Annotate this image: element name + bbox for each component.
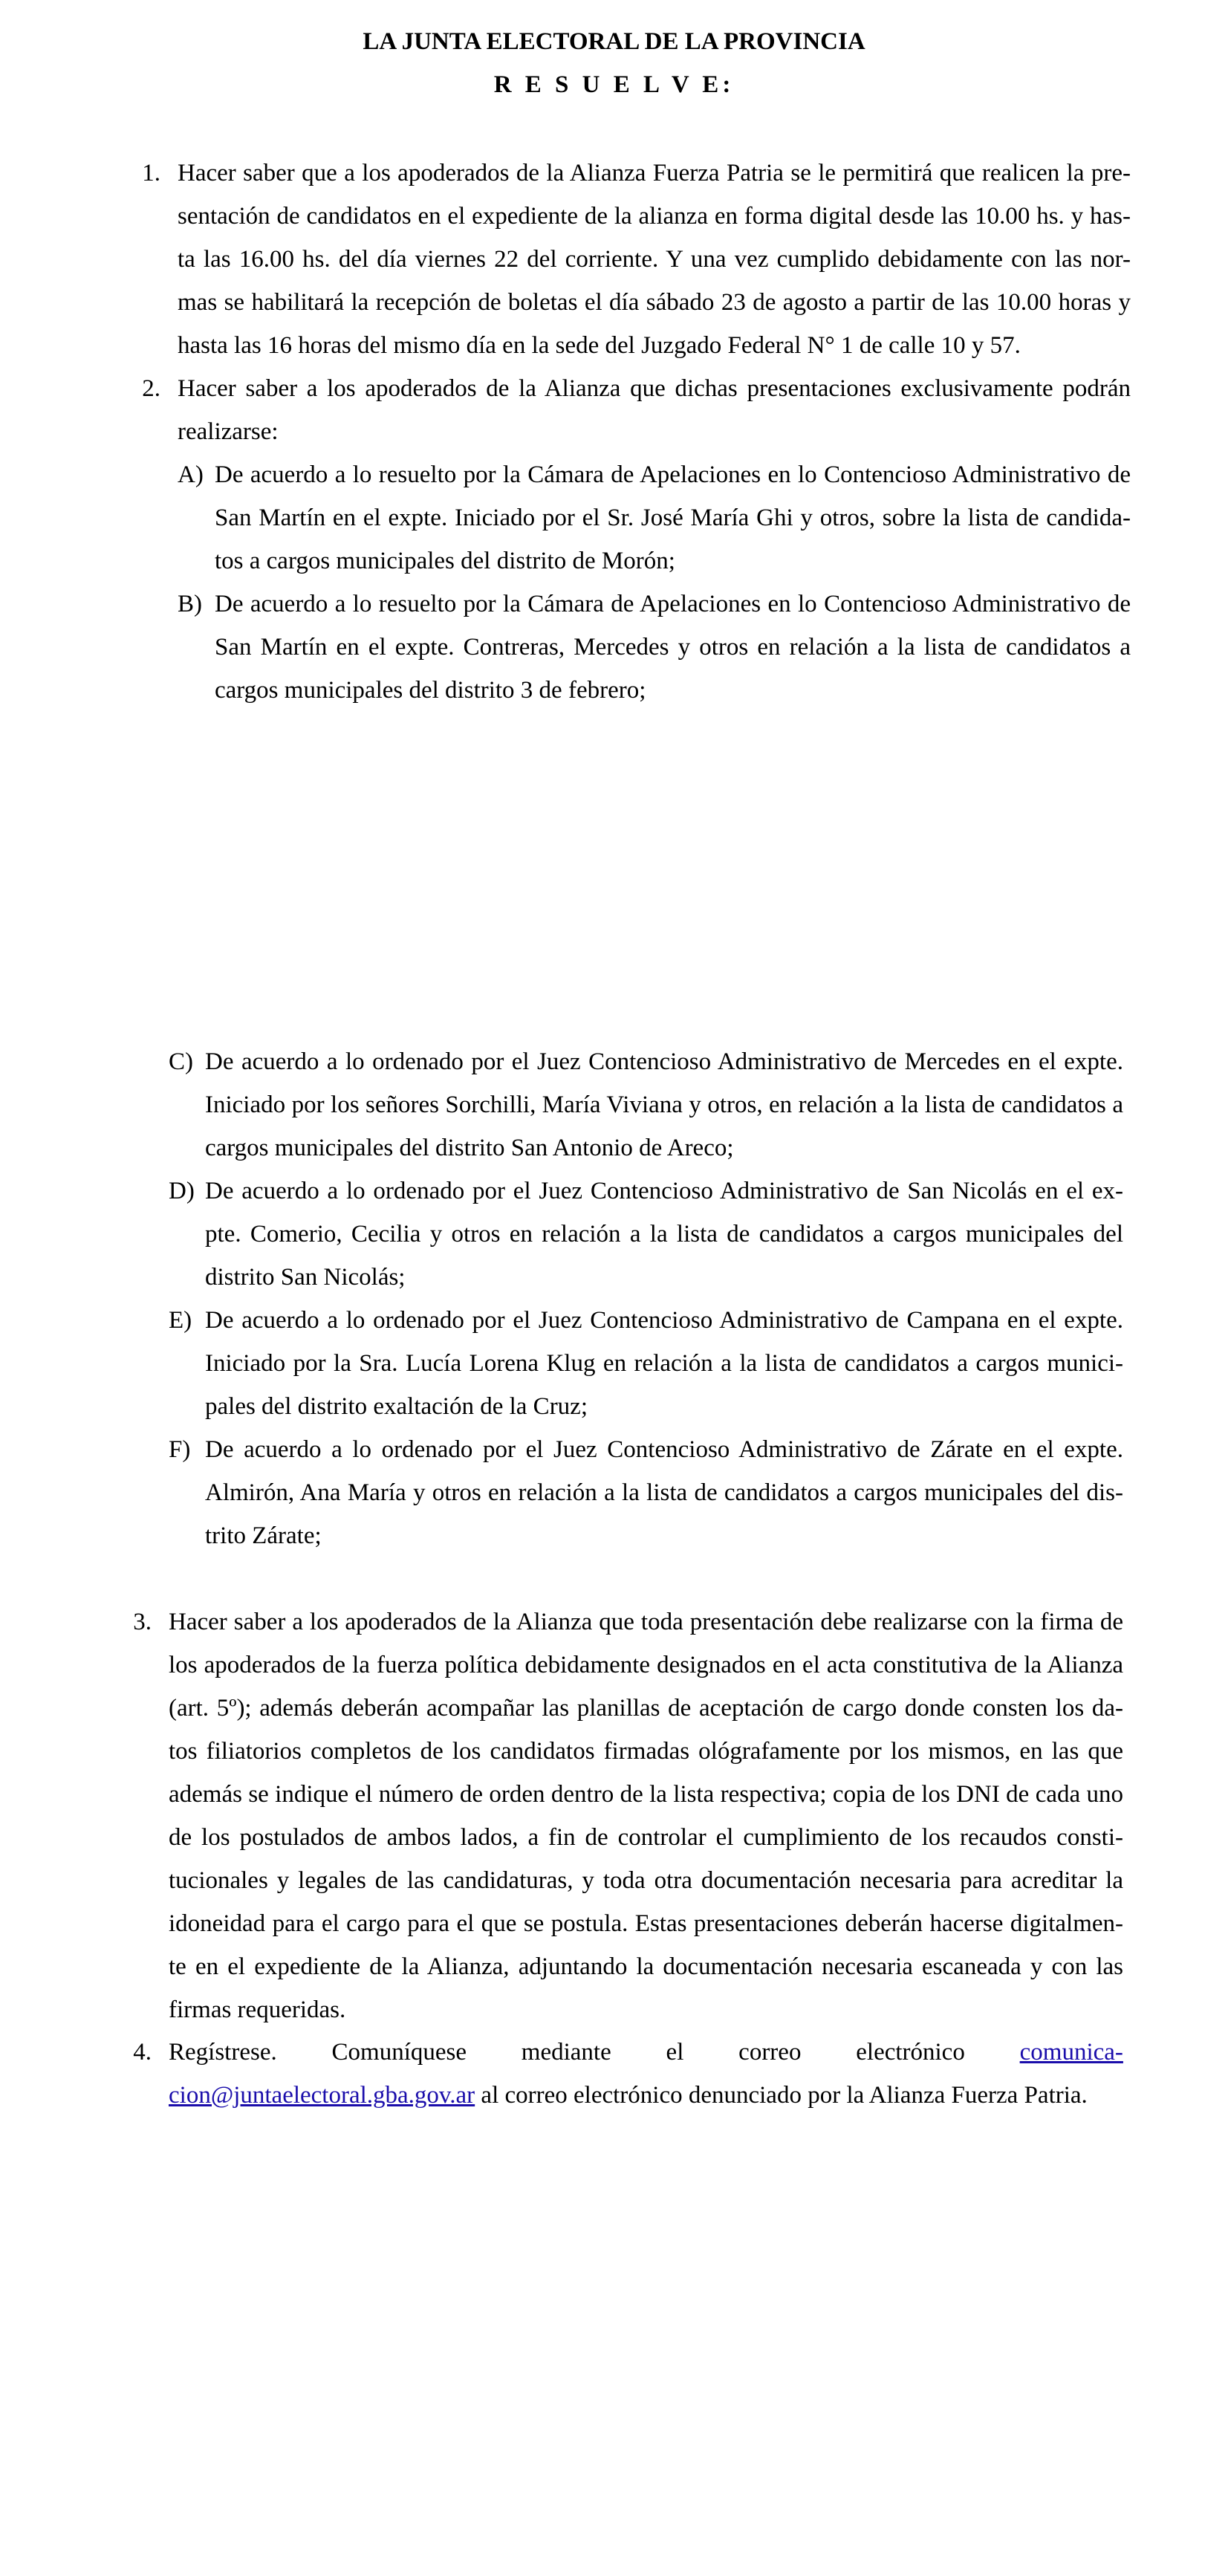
item-text: Hacer saber a los apoderados de la Alianza que toda presentación debe realizarse con la firma de los apoderados de la fuerza política debidamente designados en el acta constitutiva de la Alianza (art. 5º); además deberán acompañar las planillas de aceptación de cargo donde consten los da-tos filiatorios completos de los candidatos firmadas ológrafamente por los mismos, en las que además se indique el número de orden dentro de la lista respectiva; copia de los DNI de cada uno de los postulados de ambos lados, a fin de controlar el cumplimiento de los recaudos consti-tucionales y legales de las candidaturas, y toda otra documentación necesaria para acreditar la idoneidad para el cargo para el que se postula. Estas presentaciones deberán hacerse digitalmen-te en el expediente de la Alianza, adjuntando la documentación necesaria escaneada y con las firmas requeridas. [169,1609,1123,2023]
word: electrónico [856,2039,965,2066]
resolution-item-1 [0,152,1228,367]
item-text: Hacer saber a los apoderados de la Alianza que dichas presentaciones exclusivamente podrán realizarse: [178,375,1131,445]
item-line [169,2074,1123,2117]
sub-item-label: B) [178,591,202,617]
sub-item-b [178,583,1131,712]
document-subtitle: R E S U E L V E: [493,71,735,98]
sub-item-label: A) [178,461,204,488]
email-link-part-2[interactable]: cion@juntaelectoral.gba.gov.ar [169,2082,475,2109]
item-number: 1. [142,160,160,186]
sub-item-a [178,453,1131,583]
sub-item-f [169,1428,1123,1557]
item-text: Hacer saber que a los apoderados de la Alianza Fuerza Patria se le permitirá que realicen la pre-sentación de candidatos en el expediente de la alianza en forma digital desde las 10.00 hs. y has-ta las 16.00 hs. del día viernes 22 del corriente. Y una vez cumplido debidamente con las nor-mas se habilitará la recepción de boletas el día sábado 23 de agosto a partir de las 10.00 horas y hasta las 16 horas del mismo día en la sede del Juzgado Federal N° 1 de calle 10 y 57. [178,160,1131,359]
sub-item-text: De acuerdo a lo resuelto por la Cámara de Apelaciones en lo Contencioso Administrativo de San Martín en el expte. Iniciado por el Sr. José María Ghi y otros, sobre la lista de candida-tos a cargos municipales del distrito de Morón; [215,461,1131,574]
sub-item-text: De acuerdo a lo ordenado por el Juez Contencioso Administrativo de Zárate en el expte. Almirón, Ana María y otros en relación a la lista de candidatos a cargos municipales del dis-trito Zárate; [205,1436,1123,1549]
word: Regístrese. [169,2039,277,2066]
email-link-part-1[interactable]: comunica- [1019,2039,1123,2066]
sub-item-label: D) [169,1178,195,1204]
sub-item-label: E) [169,1307,192,1334]
word: Comuníquese [331,2039,467,2066]
item-number: 2. [142,375,160,402]
document-title: LA JUNTA ELECTORAL DE LA PROVINCIA [363,28,865,55]
sub-item-text: De acuerdo a lo ordenado por el Juez Contencioso Administrativo de Mercedes en el expte. Iniciado por los señores Sorchilli, María Viviana y otros, en relación a la lista de candidatos a cargos municipales del distrito San Antonio de Areco; [205,1048,1123,1161]
word: el [666,2039,684,2066]
item-line [169,2031,1123,2074]
sub-item-label: C) [169,1048,193,1075]
sub-item-text: De acuerdo a lo ordenado por el Juez Contencioso Administrativo de Campana en el expte. Iniciado por la Sra. Lucía Lorena Klug en relación a la lista de candidatos a cargos munici-pales del distrito exaltación de la Cruz; [205,1307,1123,1420]
resolution-item-4 [0,2031,1228,2117]
sub-item-text: De acuerdo a lo resuelto por la Cámara de Apelaciones en lo Contencioso Administrativo de San Martín en el expte. Contreras, Mercedes y otros en relación a la lista de candidatos a cargos municipales del distrito 3 de febrero; [215,591,1131,704]
item-number: 4. [133,2039,152,2066]
item-number: 3. [133,1609,152,1635]
sub-item-e [169,1299,1123,1428]
resolution-item-2 [0,367,1228,453]
word: mediante [521,2039,611,2066]
sub-item-text: De acuerdo a lo ordenado por el Juez Contencioso Administrativo de San Nicolás en el ex-pte. Comerio, Cecilia y otros en relación a la lista de candidatos a cargos municipales del distrito San Nicolás; [205,1178,1123,1291]
resolution-item-3 [0,1600,1228,2023]
item-text [169,2031,1123,2117]
word: correo [738,2039,802,2066]
item-tail-text: al correo electrónico denunciado por la Alianza Fuerza Patria. [475,2082,1088,2109]
sub-item-d [169,1169,1123,1299]
sub-item-c [169,1040,1123,1169]
sub-item-label: F) [169,1436,191,1463]
